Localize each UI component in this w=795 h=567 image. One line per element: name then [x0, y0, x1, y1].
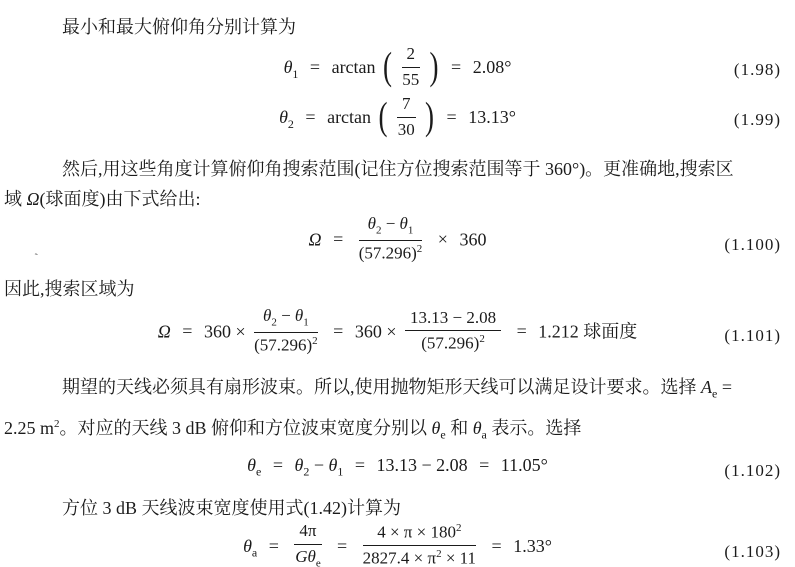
equation-number: (1.99)	[733, 110, 781, 129]
theta-variable: θ	[262, 306, 272, 325]
equation-result: 2.08°	[472, 57, 512, 78]
fraction	[359, 213, 423, 263]
paragraph-text: 域	[4, 189, 27, 209]
equals-sign: =	[182, 321, 193, 342]
fraction-denominator: 55	[402, 69, 420, 89]
equals-text: =	[717, 377, 732, 397]
equation-number: (1.100)	[724, 235, 781, 254]
paragraph-text: 最小和最大俯仰角分别计算为	[62, 17, 296, 37]
equation-1-100	[0, 216, 795, 274]
theta-variable: θ	[399, 214, 408, 233]
paragraph-text: 方位 3 dB 天线波束宽度使用式(1.42)计算为	[62, 498, 401, 519]
theta-subscript: 2	[287, 116, 294, 131]
gain-theta-variables: Gθ	[295, 546, 316, 566]
fraction-numerator: 7	[397, 93, 416, 118]
equation-body	[158, 308, 637, 358]
fraction-numerator	[254, 305, 318, 333]
paragraph-text: 表示。选择	[486, 417, 582, 438]
minus-sign: −	[381, 214, 400, 233]
theta-variable: θ	[472, 417, 482, 438]
equation-1-103	[0, 523, 795, 567]
equals-sign: =	[309, 57, 321, 78]
equation-1-101	[0, 308, 795, 364]
denominator-base: (57.296)	[358, 243, 417, 263]
squared-exponent: 2	[54, 417, 60, 430]
fraction-numerator	[363, 521, 476, 546]
numerator-base: 4 × π × 180	[377, 522, 456, 542]
theta-subscript: 1	[292, 66, 299, 81]
denominator-exponent: 2	[436, 548, 442, 561]
aperture-variable: A	[701, 377, 712, 397]
right-paren: )	[429, 43, 439, 88]
numerator-exponent: 2	[455, 522, 462, 535]
equals-sign: =	[451, 57, 462, 78]
equals-sign: =	[479, 455, 490, 476]
theta-subscript: 1	[303, 316, 309, 329]
fraction-denominator	[405, 331, 501, 353]
equals-sign: =	[268, 536, 279, 557]
equation-number: (1.101)	[724, 326, 781, 345]
equals-sign: =	[333, 321, 344, 342]
left-paren: (	[378, 93, 388, 138]
paragraph-text: 期望的天线必须具有扇形波束。所以,使用抛物矩形天线可以满足设计要求。选择	[62, 377, 701, 397]
equation-number: (1.102)	[724, 461, 781, 481]
equation-result: 1.212 球面度	[538, 321, 638, 342]
fraction-numerator: 2	[402, 43, 421, 68]
omega-variable: Ω	[26, 189, 40, 209]
fraction	[254, 305, 318, 355]
paragraph-text: 。对应的天线 3 dB 俯仰和方位波束宽度分别以	[59, 417, 432, 438]
difference-value: 13.13 − 2.08	[376, 455, 468, 476]
paragraph-line	[0, 184, 795, 214]
fraction-numerator	[359, 213, 423, 241]
fraction	[397, 93, 416, 139]
minus-sign: −	[276, 306, 295, 325]
denominator-base: (57.296)	[421, 333, 480, 353]
paragraph-intro-elevation-angles	[0, 12, 795, 42]
fraction-denominator	[359, 241, 423, 263]
paragraph-text: 因此,搜索区域为	[4, 279, 135, 299]
paragraph-text: 然后,用这些角度计算俯仰角搜索范围(记住方位搜索范围等于 360°)。更准确地,搜索区	[62, 159, 734, 179]
equation-body	[243, 523, 552, 567]
arctan-function: arctan	[327, 107, 372, 128]
denominator-base: 2827.4 × π	[362, 549, 437, 567]
equation-number: (1.103)	[724, 542, 781, 562]
theta-subscript: a	[481, 427, 487, 442]
constant-360: 360	[459, 229, 487, 250]
fraction-denominator	[254, 333, 318, 355]
theta-subscript: 2	[271, 316, 277, 329]
factor-360-times: 360 ×	[354, 321, 397, 342]
minus-sign: −	[309, 455, 329, 476]
denominator-exponent: 2	[479, 333, 485, 346]
equals-sign: =	[305, 107, 316, 128]
theta-subscript: 1	[337, 464, 344, 479]
theta-subscript: 2	[303, 464, 310, 479]
equals-sign: =	[354, 455, 365, 476]
paragraph-text: 和	[445, 417, 473, 438]
denominator-exponent: 2	[416, 243, 423, 256]
denominator-base: (57.296)	[254, 335, 313, 355]
scan-artifact-mark: `	[32, 249, 44, 266]
paragraph-text: (球面度)由下式给出:	[39, 189, 201, 209]
equation-body	[283, 43, 512, 92]
denominator-tail: × 11	[441, 549, 477, 567]
fraction-numerator: 4π	[294, 520, 321, 545]
equation-number: (1.98)	[733, 60, 781, 79]
times-sign: ×	[437, 229, 448, 250]
theta-variable: θ	[294, 455, 304, 476]
fraction-numerator: 13.13 − 2.08	[405, 307, 501, 332]
theta-subscript: 1	[407, 224, 414, 237]
equals-sign: =	[337, 536, 348, 557]
aperture-value: 2.25 m	[4, 417, 55, 438]
left-paren: (	[383, 43, 393, 88]
paragraph-therefore	[0, 274, 795, 304]
fraction	[294, 520, 321, 567]
factor-360-times: 360 ×	[203, 321, 246, 342]
theta-subscript: e	[440, 427, 446, 442]
theta-variable: θ	[294, 306, 304, 325]
right-paren: )	[425, 93, 435, 138]
paragraph-line	[0, 154, 795, 184]
fraction-denominator: 30	[397, 119, 415, 139]
theta-subscript: e	[315, 557, 321, 567]
equals-sign: =	[446, 107, 457, 128]
equation-result: 13.13°	[468, 107, 516, 128]
equation-1-102	[0, 455, 795, 487]
equation-1-99	[0, 93, 795, 144]
paragraph-azimuth-beamwidth	[0, 493, 795, 523]
theta-variable: θ	[279, 107, 288, 128]
fraction	[405, 307, 501, 354]
equation-result: 1.33°	[513, 536, 552, 557]
arctan-function: arctan	[331, 57, 376, 78]
equals-sign: =	[491, 536, 502, 557]
omega-variable: Ω	[157, 321, 171, 342]
equation-body	[309, 216, 487, 266]
equation-1-98	[0, 43, 795, 94]
theta-subscript: a	[251, 545, 258, 560]
paragraph-search-volume	[0, 154, 795, 214]
fraction-denominator	[363, 546, 476, 567]
theta-variable: θ	[247, 455, 256, 476]
theta-variable: θ	[367, 214, 376, 233]
fraction	[363, 521, 476, 567]
denominator-exponent: 2	[312, 335, 318, 348]
equals-sign: =	[333, 229, 344, 250]
paragraph-line	[0, 372, 795, 409]
paragraph-antenna-design	[0, 372, 795, 449]
theta-variable: θ	[431, 417, 441, 438]
aperture-subscript: e	[712, 386, 718, 401]
theta-subscript: e	[256, 464, 262, 479]
theta-variable: θ	[328, 455, 338, 476]
equation-body	[279, 93, 516, 142]
equals-sign: =	[516, 321, 527, 342]
omega-variable: Ω	[308, 229, 322, 250]
equation-result: 11.05°	[500, 455, 548, 476]
fraction-denominator	[294, 545, 321, 567]
fraction	[402, 43, 421, 89]
equation-body	[247, 455, 548, 480]
theta-subscript: 2	[375, 224, 382, 237]
equals-sign: =	[272, 455, 283, 476]
paragraph-line	[0, 409, 795, 450]
theta-variable: θ	[283, 57, 293, 78]
theta-variable: θ	[243, 536, 252, 557]
